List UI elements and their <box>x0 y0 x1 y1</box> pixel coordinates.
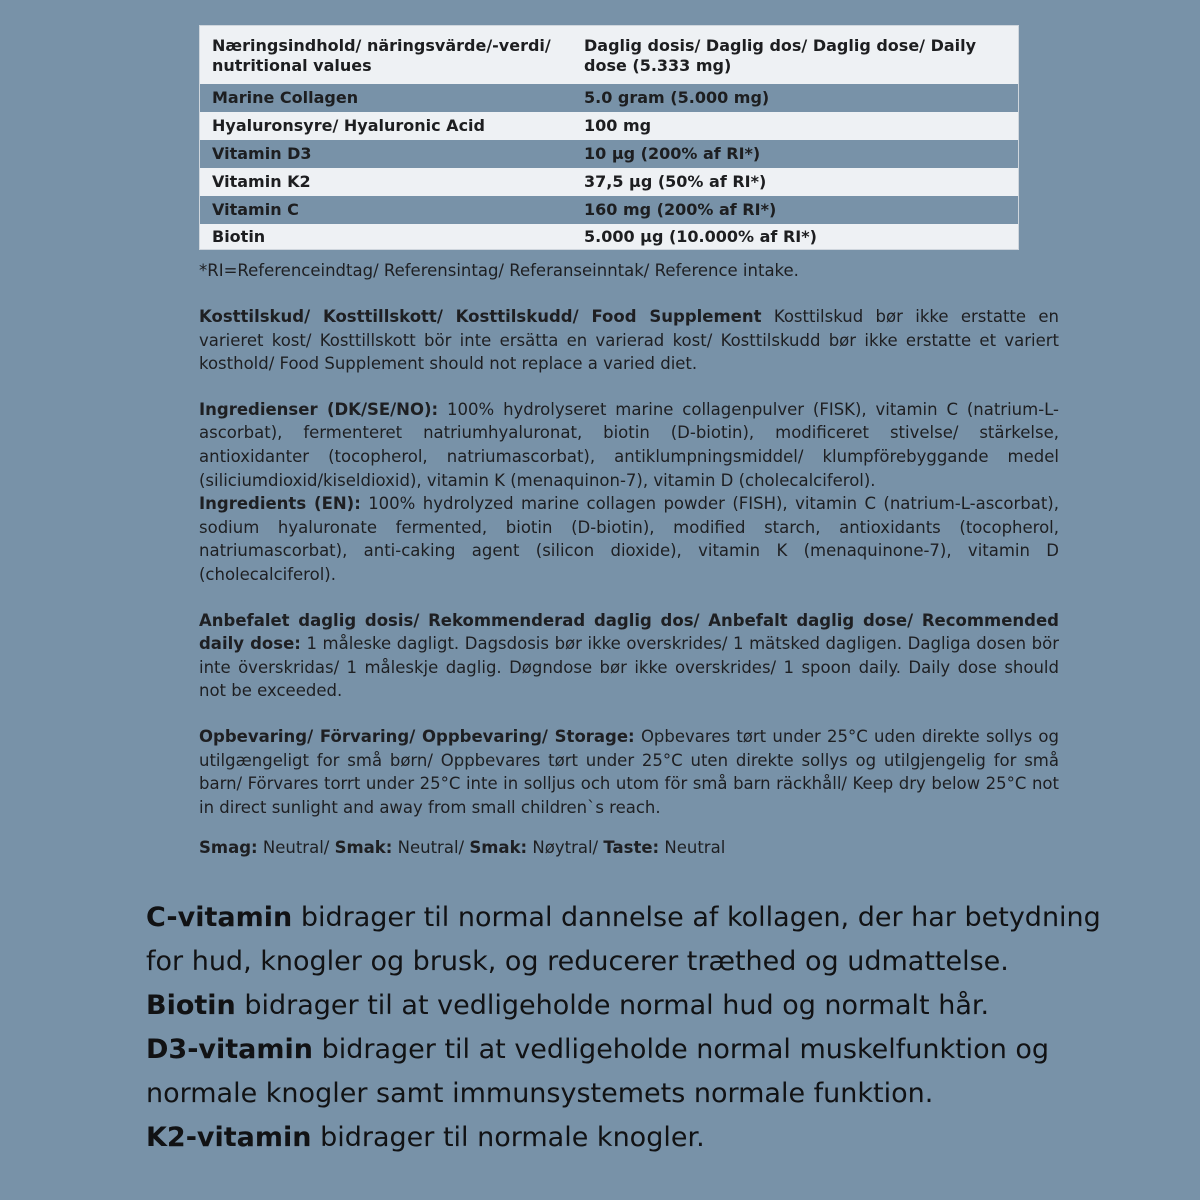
food-supplement-title: Kosttilskud/ Kosttillskott/ Kosttilskudd/ Food Supplement <box>199 307 762 326</box>
ingredients-title-en: Ingredients (EN): <box>199 494 361 514</box>
claim-title: D3-vitamin <box>146 1034 313 1065</box>
table-row <box>200 196 1019 224</box>
nutrition-table <box>199 25 1019 250</box>
claim-title: Biotin <box>146 990 236 1021</box>
dosage-title: Anbefalet daglig dosis/ Rekommenderad daglig dos/ Anbefalt daglig dose/ Recommended daily dose: <box>199 610 1059 654</box>
claim-vitamin-c <box>146 896 1106 984</box>
table-row <box>200 168 1019 196</box>
taste-value-en: Neutral <box>664 838 726 858</box>
table-row <box>200 112 1019 140</box>
nutrient-name: Marine Collagen <box>212 88 359 107</box>
storage-title: Opbevaring/ Förvaring/ Oppbevaring/ Storage: <box>199 726 635 746</box>
claim-vitamin-d3 <box>146 1028 1106 1116</box>
taste-value-se: Neutral/ <box>397 838 465 858</box>
ingredients-text-en: 100% hydrolyzed marine collagen powder (FISH), vitamin C (natrium-L-ascorbat), sodium hyaluronate fermented, biotin (D-biotin), modified starch, antioxidants (tocopherol, natriumascorbat), anti-caking agent (silicon dioxide), vitamin K (menaquinone-7), vitamin D (cholecalciferol). <box>199 494 1059 584</box>
table-header-row <box>200 26 1019 84</box>
table-row <box>200 84 1019 112</box>
ingredients-section <box>199 398 1059 587</box>
nutrient-name: Vitamin D3 <box>212 144 312 163</box>
taste-label-se: Smak: <box>334 838 393 858</box>
nutrient-value: 5.0 gram (5.000 mg) <box>584 88 770 107</box>
nutrient-name: Vitamin C <box>212 200 299 219</box>
table-row <box>200 224 1019 250</box>
header-nutritional-values: Næringsindhold/ näringsvärde/-verdi/ nutritional values <box>212 35 551 75</box>
health-claims <box>146 896 1106 1160</box>
storage-section <box>199 725 1059 819</box>
taste-label-dk: Smag: <box>199 838 258 858</box>
claim-text: bidrager til at vedligeholde normal muskelfunktion og normale knogler samt immunsystemets normale funktion. <box>146 1034 1050 1109</box>
nutrient-value: 5.000 µg (10.000% af RI*) <box>584 226 817 246</box>
claim-text: bidrager til at vedligeholde normal hud og normalt hår. <box>235 990 990 1021</box>
claim-text: bidrager til normale knogler. <box>311 1122 705 1153</box>
claim-biotin <box>146 984 1106 1028</box>
dosage-text: 1 måleske dagligt. Dagsdosis bør ikke overskrides/ 1 mätsked dagligen. Dagliga dosen bör inte överskridas/ 1 måleskje daglig. Døgndose bør ikke overskrides/ 1 spoon daily. Daily dose should not be exceeded. <box>199 634 1059 701</box>
nutrient-value: 100 mg <box>584 116 652 135</box>
taste-value-dk: Neutral/ <box>262 838 330 858</box>
reference-intake-note: *RI=Referenceindtag/ Referensintag/ Referanseinntak/ Reference intake. <box>199 261 799 280</box>
storage-text: Opbevares tørt under 25°C uden direkte sollys og utilgængeligt for små børn/ Oppbevares tørt under 25°C uten direkte sollys og utilgjengelig for små barn/ Förvares torrt under 25°C inte in solljus och utom för små barn räckhåll/ Keep dry below 25°C not in direct sunlight and away from small children`s reach. <box>199 726 1060 817</box>
taste-value-no: Nøytral/ <box>532 838 599 858</box>
header-daily-dose: Daglig dosis/ Daglig dos/ Daglig dose/ Daily dose (5.333 mg) <box>584 35 977 75</box>
ingredients-text-dk: 100% hydrolyseret marine collagenpulver (FISK), vitamin C (natrium-L-ascorbat), fermenteret natriumhyaluronat, biotin (D-biotin), modificeret stivelse/ stärkelse, antioxidanter (tocopherol, natriumascorbat), antiklumpningsmiddel/ klumpförebyggande medel (siliciumdioxid/kiseldioxid), vitamin K (menaquinon-7), vitamin D (cholecalciferol). <box>199 399 1060 490</box>
nutrient-name: Hyaluronsyre/ Hyaluronic Acid <box>212 116 485 135</box>
nutrient-value: 160 mg (200% af RI*) <box>584 200 777 219</box>
nutrient-value: 37,5 µg (50% af RI*) <box>584 172 767 191</box>
nutrient-name: Biotin <box>212 226 266 246</box>
nutrient-name: Vitamin K2 <box>212 172 311 191</box>
claim-text: bidrager til normal dannelse af kollagen, der har betydning for hud, knogler og brusk, og reducerer træthed og udmattelse. <box>146 902 1101 977</box>
food-supplement-section <box>199 305 1059 376</box>
taste-label-no: Smak: <box>469 838 528 858</box>
claim-title: C-vitamin <box>146 902 293 933</box>
label-panel <box>199 25 1059 859</box>
ingredients-title-dk: Ingredienser (DK/SE/NO): <box>199 399 439 419</box>
claim-title: K2-vitamin <box>146 1122 312 1153</box>
dosage-section <box>199 609 1059 703</box>
taste-line <box>199 837 1059 859</box>
food-supplement-text: Kosttilskud bør ikke erstatte en varieret kost/ Kosttillskott bör inte ersätta en varierad kost/ Kosttilskudd bør ikke erstatte et variert kosthold/ Food Supplement should not replace a varied diet. <box>199 307 1059 374</box>
taste-label-en: Taste: <box>603 838 660 858</box>
nutrient-value: 10 µg (200% af RI*) <box>584 144 761 163</box>
claim-vitamin-k2 <box>146 1116 1106 1160</box>
table-row <box>200 140 1019 168</box>
